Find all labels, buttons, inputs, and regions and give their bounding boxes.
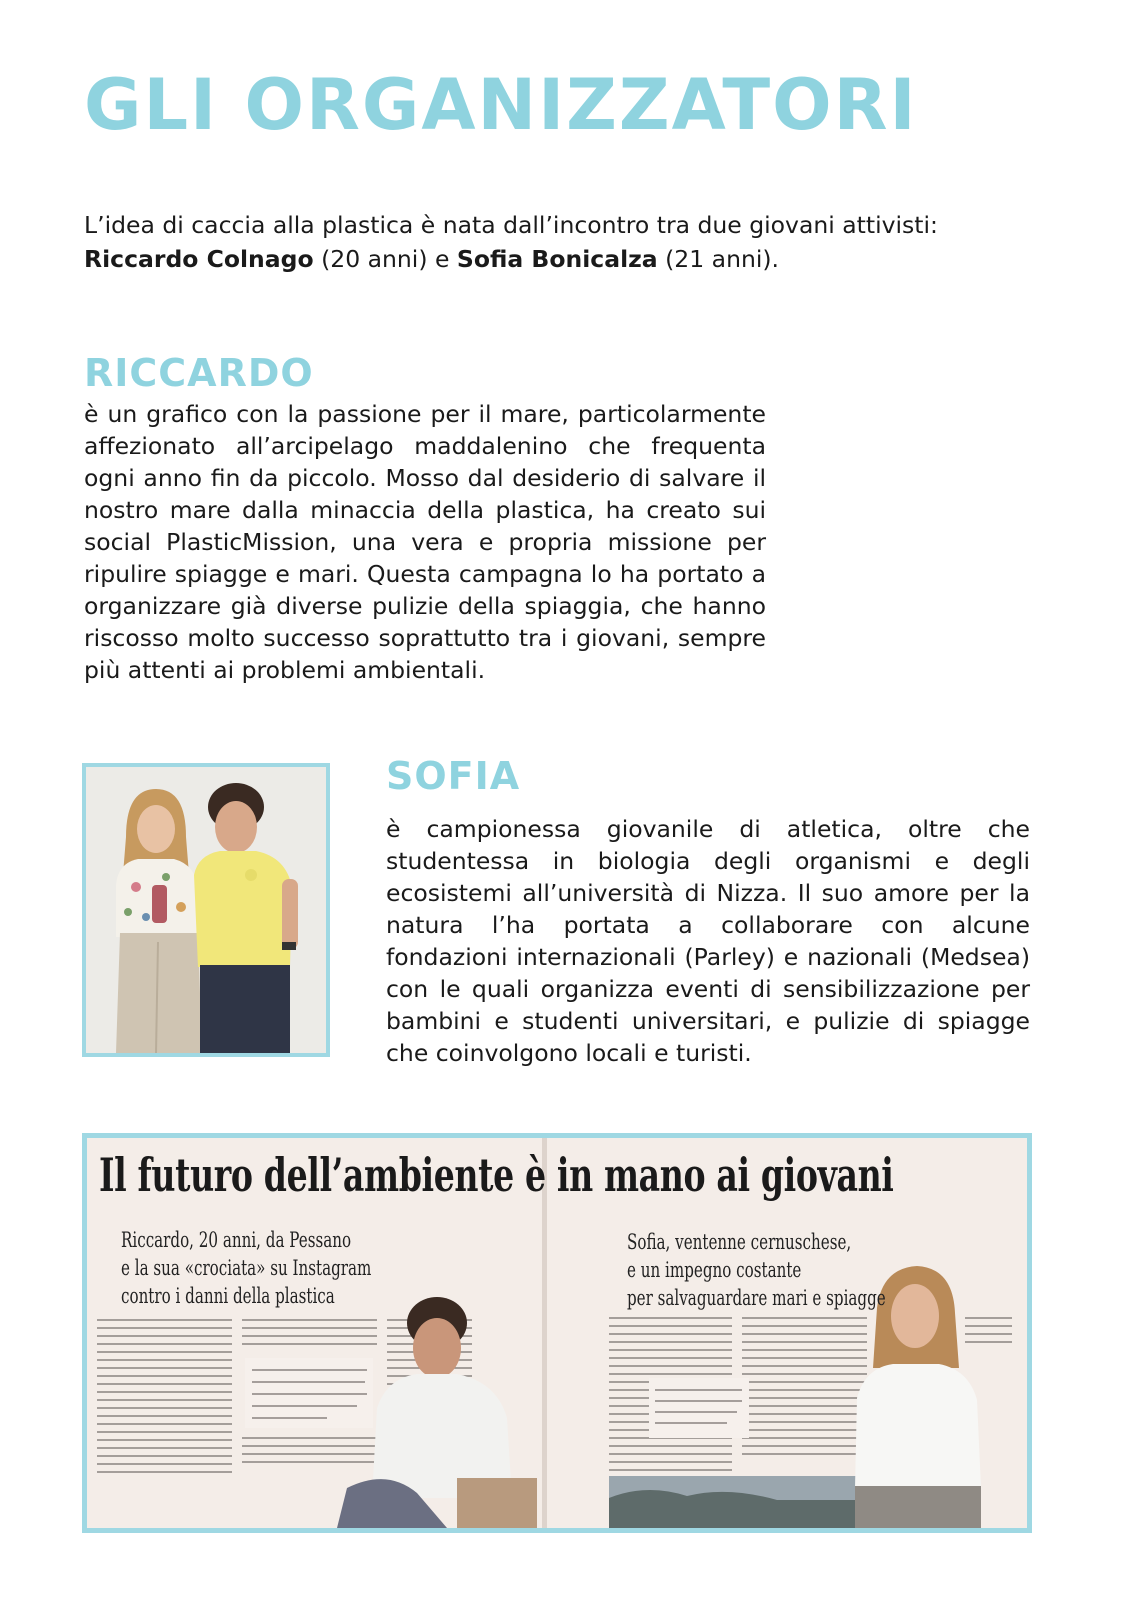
intro-paragraph: [84, 208, 984, 276]
newspaper-left-sub-line: Riccardo, 20 anni, da Pessano: [121, 1228, 352, 1252]
newspaper-right-sub-line: e un impegno costante: [627, 1258, 802, 1282]
riccardo-description: è un grafico con la passione per il mare, particolarmente affezionato all’arcipelago maddalenino che frequenta ogni anno fin da piccolo. Mosso dal desiderio di salvare il nostro mare dalla minaccia della plastica, ha creato sui social PlasticMission, una vera e propria missione per ripulire spiagge e mari. Questa campagna lo ha portato a organizzare già diverse pulizie della spiaggia, che hanno riscosso molto successo soprattutto tra i giovani, sempre più attenti ai problemi ambientali.: [84, 400, 766, 684]
organizers-photo: [82, 763, 330, 1057]
intro-name-sofia: Sofia Bonicalza: [456, 245, 658, 273]
newspaper-left-sub-line: contro i danni della plastica: [121, 1284, 335, 1308]
sofia-description: è campionessa giovanile di atletica, oltre che studentessa in biologia degli organismi e degli ecosistemi all’università di Nizza. Il suo amore per la natura l’ha portata a collaborare con alcune fondazioni internazionali (Parley) e nazionali (Medsea) con le quali organizza eventi di sensibilizzazione per bambini e studenti universitari, e pulizie di spiagge che coinvolgono locali e turisti.: [386, 815, 1030, 1067]
newspaper-right-sub-line: per salvaguardare mari e spiagge: [627, 1286, 886, 1310]
sofia-heading: SOFIA: [386, 754, 521, 798]
newspaper-clipping: [82, 1133, 1032, 1533]
newspaper-left-sub-line: e la sua «crociata» su Instagram: [121, 1256, 372, 1280]
intro-text: L’idea di caccia alla plastica è nata dall’incontro tra due giovani attivisti:: [84, 211, 938, 239]
newspaper-right-sub-line: Sofia, ventenne cernuschese,: [627, 1230, 852, 1254]
intro-age-sofia: (21 anni).: [657, 245, 780, 273]
organizers-photo-illustration: [86, 767, 326, 1053]
newspaper-headline: Il futuro dell’ambiente è in mano ai giovani: [99, 1148, 894, 1202]
newspaper-left-subheading: [121, 1226, 371, 1310]
intro-age-riccardo: (20 anni) e: [313, 245, 457, 273]
newspaper-right-subheading: [627, 1228, 886, 1312]
page-title: GLI ORGANIZZATORI: [84, 64, 918, 146]
riccardo-heading: RICCARDO: [84, 351, 314, 395]
intro-name-riccardo: Riccardo Colnago: [84, 245, 314, 273]
